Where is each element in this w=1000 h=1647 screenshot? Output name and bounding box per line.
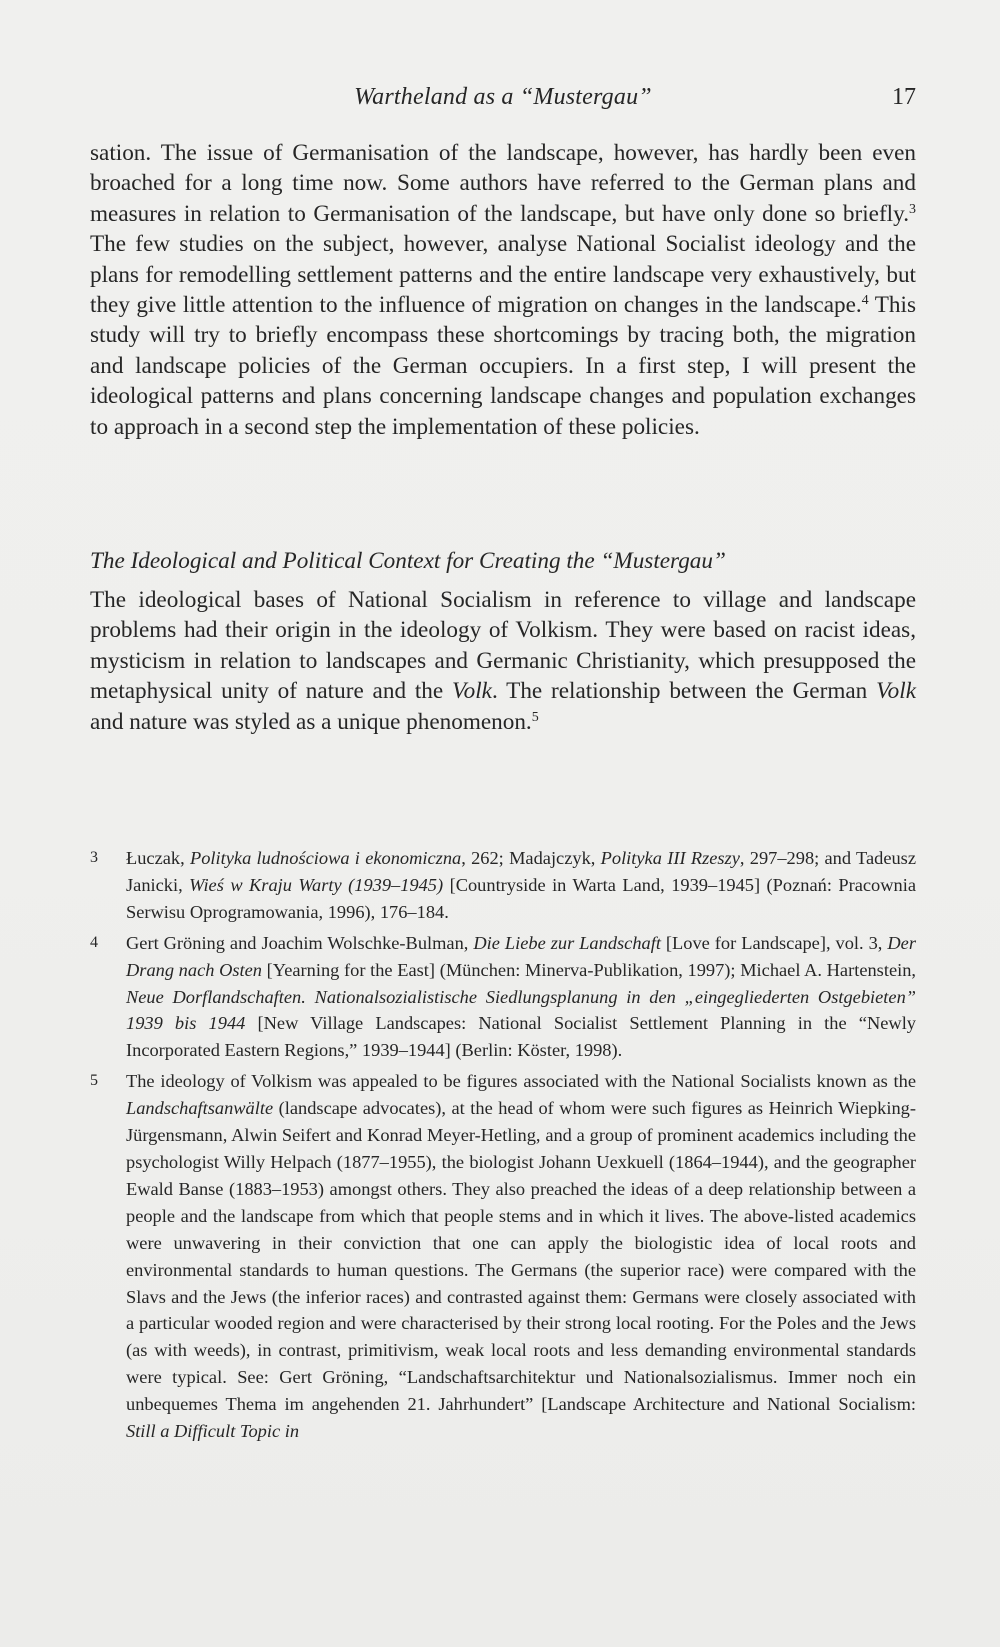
body-paragraph-1 [90,138,916,442]
footnote-5 [90,1068,916,1445]
text-segment: Łuczak, [126,848,190,868]
text-segment: , 297–298; and Tadeusz Janicki, [126,848,917,895]
running-title: Wartheland as a “Mustergau” [354,84,652,110]
text-segment: [Countryside in Warta Land, 1939–1945] (Poznań: Pracownia Serwisu Oprogramowania, 1996), 176–184. [126,874,917,922]
text-segment: This study will try to briefly encompass these shortcomings by tracing both, the migration and landscape policies of the German occupiers. In a first step, I will present the ideological patterns and plans concerning landscape changes and population exchanges to approach in a second step the implementation of these policies. [90,292,916,440]
italic-term-volk: Volk [452,678,492,705]
text-segment: The ideology of Volkism was appealed to be figures associated with the National Socialists known as the [126,1071,916,1092]
running-head [90,84,916,116]
text-segment: [Yearning for the East] (München: Minerva-Publikation, 1997); Michael A. Hartenstein, [262,959,917,980]
italic-term-volk: Volk [876,678,916,705]
footnote-number: 5 [90,1072,98,1090]
italic-title: Polityka III Rzeszy [600,848,740,868]
footnote-4 [90,930,916,1065]
italic-title: Wieś w Kraju Warty (1939–1945) [189,874,444,895]
text-segment: Gert Gröning and Joachim Wolschke-Bulman, [126,932,474,953]
italic-title: Der Drang nach Osten [126,932,916,980]
text-segment: The few studies on the subject, however, analyse National Socialist ideology and the plans for remodelling settlement patterns and the entire landscape very exhaustively, but they give little attention to the influence of migration on changes in the landscape. [90,231,916,319]
footnotes [90,845,916,1449]
text-segment: , 262; Madajczyk, [461,848,601,868]
italic-term: Landschaftsanwälte [126,1098,274,1119]
footnote-ref-3[interactable]: 3 [909,201,916,217]
text-segment: sation. The issue of Germanisation of the landscape, however, has hardly been even broached for a long time now. Some authors have referred to the German plans and measures in relation to Germanisation of the landscape, but have only done so briefly. [90,140,916,227]
text-segment: [New Village Landscapes: National Socialist Settlement Planning in the “Newly Incorporated Eastern Regions,” 1939–1944] (Berlin: Köster, 1998). [126,1013,916,1061]
text-segment: and nature was styled as a unique phenomenon. [90,708,532,735]
footnote-ref-4[interactable]: 4 [861,293,869,309]
footnote-ref-5[interactable]: 5 [531,709,539,725]
text-segment: The ideological bases of National Socialism in reference to village and landscape problems had their origin in the ideology of Volkism. They were based on racist ideas, mysticism in relation to landscapes and Germanic Christianity, which presupposed the metaphysical unity of nature and the [90,587,916,705]
footnote-number: 4 [90,933,98,951]
italic-title: Die Liebe zur Landschaft [473,932,661,953]
italic-title: Neue Dorflandschaften. Nationalsozialistische Siedlungsplanung in den „eingegliederten Ostgebieten” 1939 bis 1944 [126,986,916,1034]
text-segment: (landscape advocates), at the head of whom were such figures as Heinrich Wiepking-Jürgensmann, Alwin Seifert and Konrad Meyer-Hetling, and a group of prominent academics including the psychologist Willy Helpach (1877–1955), the biologist Johann Uexkuell (1864–1944), and the geographer Ewald Banse (1883–1953) amongst others. They also preached the ideas of a deep relationship between a people and the landscape from which that people stems and in which it lives. The above-listed academics were unwavering in their conviction that one can apply the biologistic idea of local roots and environmental standards to human questions. The Germans (the superior race) were compared with the Slavs and the Jews (the inferior races) and contrasted against them: Germans were closely associated with a particular wooded region and were characterised by their strong local rooting. For the Poles and the Jews (as with weeds), in contrast, primitivism, weak local roots and less demanding environmental standards were typical. See: Gert Gröning, “Landschaftsarchitektur und Nationalsozialismus. Immer noch ein unbequemes Thema im angehenden 21. Jahrhundert” [Landscape Architecture and National Socialism: [126,1098,916,1415]
section-heading: The Ideological and Political Context for Creating the “Mustergau” [90,548,726,574]
text-segment: [Love for Landscape], vol. 3, [660,932,888,953]
text-segment: . The relationship between the German [491,678,877,705]
footnote-3 [90,845,916,926]
italic-title: Still a Difficult Topic in [126,1421,300,1442]
italic-title: Polityka ludnościowa i ekonomiczna [190,848,462,868]
footnote-number: 3 [90,849,98,866]
page-number: 17 [892,84,916,110]
body-paragraph-2 [90,585,916,737]
